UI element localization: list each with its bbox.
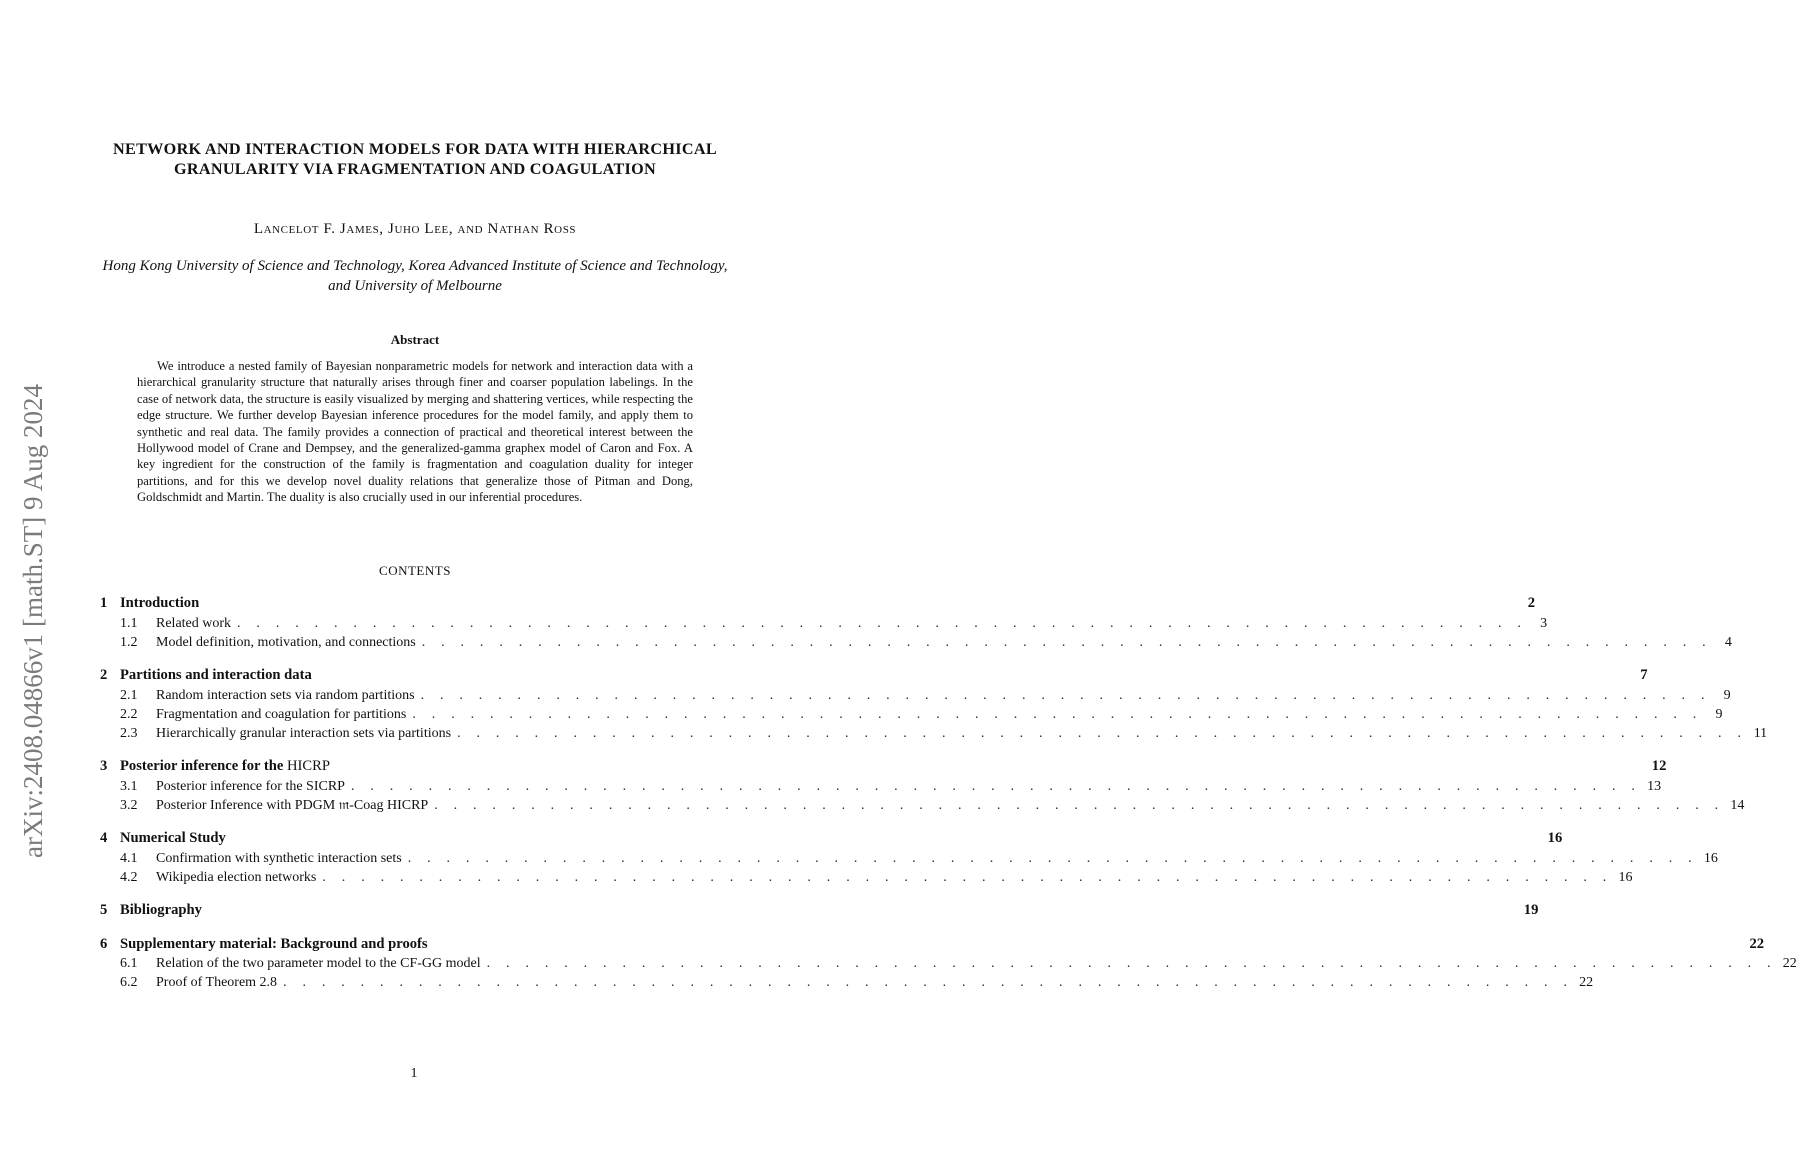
paper-authors: Lancelot F. James, Juho Lee, and Nathan Ross	[253, 221, 577, 237]
toc-section-title-suffix: HICRP	[286, 758, 330, 775]
toc-subsection-number: 2.2	[120, 706, 138, 722]
toc-section-entry[interactable]	[100, 666, 1648, 686]
toc-section-entry[interactable]	[100, 901, 1539, 921]
toc-subsection-entry[interactable]	[100, 633, 1732, 652]
toc-subsection-title: Fragmentation and coagulation for partitions	[156, 706, 407, 722]
toc-subsection-page: 22	[1782, 956, 1797, 972]
toc-leader-dots: . . . . . . . . . . . . . . . . . . . . . . . . . . . . . . . . . . . . . . . . . . . . . . . . . . . . . . . . . . . . . . . . . . .	[407, 850, 1698, 866]
toc-section-title-text: Supplementary material: Background and proofs	[120, 935, 428, 952]
toc-subsection-page: 9	[1715, 706, 1723, 722]
toc-subsection-entry[interactable]	[100, 868, 1633, 887]
toc-leader-dots: . . . . . . . . . . . . . . . . . . . . . . . . . . . . . . . . . . . . . . . . . . . . . . . . . . . . . . . . . . . . . . . . . . .	[420, 687, 1711, 703]
toc-leader-dots: . . . . . . . . . . . . . . . . . . . . . . . . . . . . . . . . . . . . . . . . . . . . . . . . . . . . . . . . . . . . . . . . . . .	[237, 615, 1528, 631]
toc-leader-dots: . . . . . . . . . . . . . . . . . . . . . . . . . . . . . . . . . . . . . . . . . . . . . . . . . . . . . . . . . . . . . . . . . . .	[434, 797, 1725, 813]
toc-section-title	[120, 594, 199, 613]
toc-subsection-number: 2.1	[120, 687, 138, 703]
toc-section-page: 12	[1651, 758, 1667, 775]
toc-subsection-entry[interactable]	[100, 777, 1662, 796]
toc-section-entry[interactable]	[100, 829, 1563, 849]
toc-subsection-number: 1.2	[120, 634, 138, 650]
toc-section-title	[120, 901, 202, 920]
toc-section-number: 2	[100, 666, 108, 683]
toc-subsection-entry[interactable]	[100, 954, 1797, 973]
toc-section-number: 6	[100, 935, 108, 952]
toc-section-title-text: Bibliography	[120, 902, 202, 919]
toc-subsection-number: 6.2	[120, 975, 138, 991]
toc-subsection-page: 11	[1753, 725, 1768, 741]
toc-section-page: 22	[1749, 935, 1765, 952]
toc-subsection-page: 13	[1647, 778, 1662, 794]
toc-subsection-number: 1.1	[120, 615, 138, 631]
toc-subsection-title: Model definition, motivation, and connections	[156, 634, 416, 650]
toc-subsection-number: 4.2	[120, 869, 138, 885]
toc-section-title	[120, 666, 312, 685]
abstract-heading: Abstract	[390, 332, 440, 347]
toc-leader-dots: . . . . . . . . . . . . . . . . . . . . . . . . . . . . . . . . . . . . . . . . . . . . . . . . . . . . . . . . . . . . . . . . . . .	[457, 725, 1748, 741]
toc-section-page: 2	[1527, 595, 1536, 611]
toc-subsection-number: 2.3	[120, 725, 138, 741]
toc-section-title-text: Introduction	[120, 595, 200, 611]
toc-subsection-number: 3.2	[120, 797, 138, 813]
toc-subsection-entry[interactable]	[100, 973, 1594, 992]
toc-leader-dots: . . . . . . . . . . . . . . . . . . . . . . . . . . . . . . . . . . . . . . . . . . . . . . . . . . . . . . . . . . . . . . . . . . .	[322, 869, 1613, 885]
toc-section	[100, 757, 1745, 815]
toc-subsection-title: Wikipedia election networks	[156, 869, 317, 885]
toc-section	[100, 901, 1539, 921]
toc-section-page: 16	[1547, 830, 1563, 847]
toc-section-entry[interactable]	[100, 935, 1765, 955]
toc-section-number: 1	[100, 595, 108, 611]
toc-section-title	[120, 757, 330, 776]
arxiv-identifier-stamp[interactable]: arXiv:2408.04866v1 [math.ST] 9 Aug 2024	[18, 384, 48, 858]
toc-section-title-text: Numerical Study	[120, 830, 226, 847]
toc-section-title-text: Partitions and interaction data	[120, 666, 312, 683]
toc-subsection-number: 3.1	[120, 778, 138, 794]
toc-subsection-page: 16	[1618, 869, 1633, 885]
toc-section-number: 3	[100, 758, 108, 775]
toc-subsection-title: Confirmation with synthetic interaction sets	[156, 850, 402, 866]
toc-section	[100, 829, 1718, 887]
toc-leader-dots: . . . . . . . . . . . . . . . . . . . . . . . . . . . . . . . . . . . . . . . . . . . . . . . . . . . . . . . . . . . . . . . . . . .	[421, 634, 1712, 650]
toc-section-page: 7	[1640, 666, 1648, 683]
toc-section-title	[120, 935, 428, 954]
toc-subsection-number: 4.1	[120, 850, 138, 866]
table-of-contents	[100, 594, 1797, 1007]
toc-subsection-number: 6.1	[120, 956, 138, 972]
toc-leader-dots: . . . . . . . . . . . . . . . . . . . . . . . . . . . . . . . . . . . . . . . . . . . . . . . . . . . . . . . . . . . . . . . . . . .	[486, 956, 1777, 972]
contents-heading: CONTENTS	[379, 563, 451, 578]
toc-section-title	[120, 829, 226, 848]
toc-subsection-entry[interactable]	[100, 796, 1745, 815]
toc-section-entry[interactable]	[100, 594, 1536, 614]
toc-subsection-page: 3	[1540, 615, 1548, 631]
toc-subsection-title: Random interaction sets via random partitions	[156, 687, 415, 703]
toc-subsection-page: 16	[1703, 850, 1718, 866]
toc-section-number: 4	[100, 830, 108, 847]
toc-section-page: 19	[1523, 902, 1539, 919]
toc-subsection-page: 4	[1724, 634, 1732, 650]
paper-affiliation: Hong Kong University of Science and Technology, Korea Advanced Institute of Science and Technology, and University of Melbourne	[102, 258, 728, 294]
toc-subsection-entry[interactable]	[100, 614, 1548, 633]
toc-subsection-title: Proof of Theorem 2.8	[156, 975, 278, 991]
toc-subsection-title: Relation of the two parameter model to the CF-GG model	[156, 956, 481, 972]
toc-section-number: 5	[100, 902, 108, 919]
toc-subsection-title: Posterior Inference with PDGM 𝔪-Coag HICRP	[156, 797, 429, 813]
toc-subsection-entry[interactable]	[100, 705, 1723, 724]
toc-subsection-page: 14	[1730, 797, 1745, 813]
toc-section-entry[interactable]	[100, 757, 1667, 777]
toc-subsection-page: 22	[1579, 975, 1594, 991]
abstract-text: We introduce a nested family of Bayesian nonparametric models for network and interaction data with a hierarchical granularity structure that naturally arises through finer and coarser population labelings. In the case of network data, the structure is easily visualized by merging and shattering vertices, while respecting the edge structure. We further develop Bayesian inference procedures for the model family, and apply them to synthetic and real data. The family provides a connection of practical and theoretical interest between the Hollywood model of Crane and Dempsey, and the generalized-gamma graphex model of Caron and Fox. A key ingredient for the construction of the family is fragmentation and coagulation duality for integer partitions, and for this we develop novel duality relations that generalize those of Pitman and Dong, Goldschmidt and Martin. The duality is also crucially used in our inferential procedures.	[137, 359, 693, 505]
toc-section-title-text: Posterior inference for the	[120, 758, 287, 775]
toc-section	[100, 594, 1732, 652]
toc-subsection-page: 9	[1723, 687, 1731, 703]
toc-leader-dots: . . . . . . . . . . . . . . . . . . . . . . . . . . . . . . . . . . . . . . . . . . . . . . . . . . . . . . . . . . . . . . . . . . .	[350, 778, 1642, 794]
page-number: 1	[410, 1066, 418, 1081]
toc-subsection-title: Hierarchically granular interaction sets via partitions	[156, 725, 452, 741]
toc-leader-dots: . . . . . . . . . . . . . . . . . . . . . . . . . . . . . . . . . . . . . . . . . . . . . . . . . . . . . . . . . . . . . . . . . . .	[412, 706, 1703, 722]
toc-section	[100, 666, 1768, 743]
toc-subsection-entry[interactable]	[100, 724, 1768, 743]
toc-section	[100, 935, 1797, 993]
toc-subsection-entry[interactable]	[100, 686, 1731, 705]
paper-title: NETWORK AND INTERACTION MODELS FOR DATA WITH HIERARCHICAL GRANULARITY VIA FRAGMENTATION AND COAGULATION	[113, 140, 717, 178]
toc-subsection-title: Related work	[156, 615, 232, 631]
toc-subsection-entry[interactable]	[100, 849, 1718, 868]
toc-subsection-title: Posterior inference for the SICRP	[156, 778, 345, 794]
toc-leader-dots: . . . . . . . . . . . . . . . . . . . . . . . . . . . . . . . . . . . . . . . . . . . . . . . . . . . . . . . . . . . . . . . . . . .	[283, 975, 1574, 991]
